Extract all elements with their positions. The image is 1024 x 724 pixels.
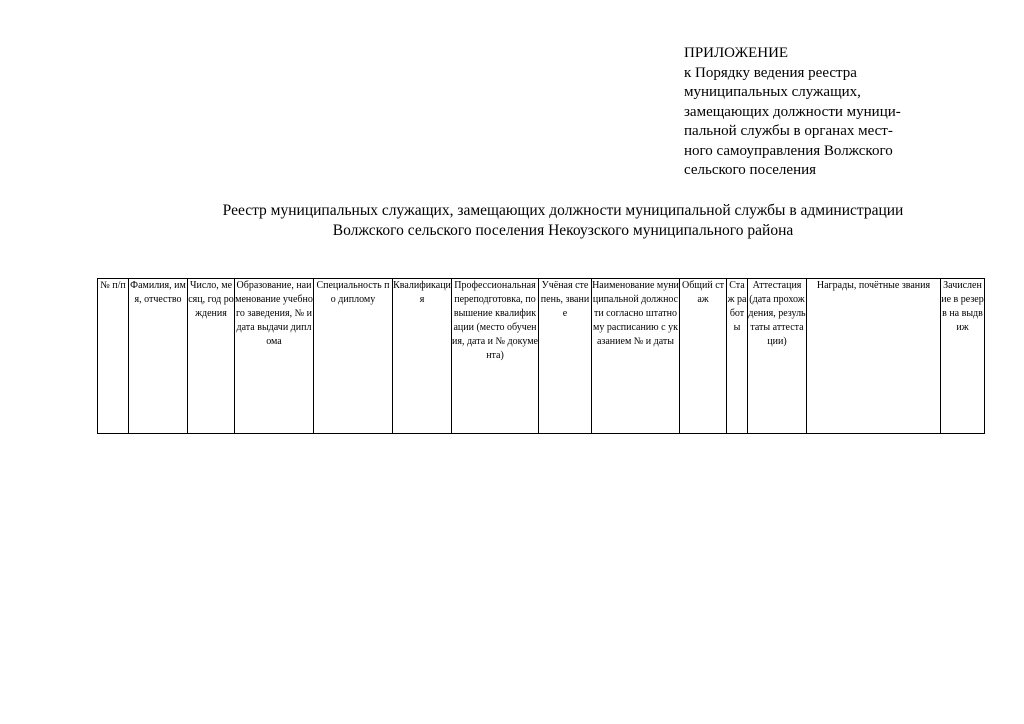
header-cell-retraining: Профессиональная переподготовка, повышение квалификации (место обучения, дата и № документа)	[452, 279, 539, 434]
appendix-line: ного самоуправления Волжского	[684, 142, 893, 159]
header-cell-full-name: Фамилия, имя, отчество	[129, 279, 188, 434]
appendix-line: к Порядку ведения реестра	[684, 64, 857, 81]
header-cell-attestation: Аттестация (дата прохождения, результаты аттестации)	[748, 279, 807, 434]
header-cell-birth-date: Число, месяц, год рождения	[188, 279, 235, 434]
document-title-line-2: Волжского сельского поселения Некоузского муниципального района	[332, 222, 794, 239]
header-cell-qualification: Квалификация	[393, 279, 452, 434]
appendix-line: пальной службы в органах мест-	[684, 123, 893, 139]
appendix-line: сельского поселения	[684, 162, 817, 178]
header-cell-total-experience: Общий стаж	[680, 279, 727, 434]
header-cell-number: № п/п	[98, 279, 129, 434]
header-cell-specialty: Специальность по диплому	[314, 279, 393, 434]
header-cell-education: Образование, наименование учебного заведения, № и дата выдачи диплома	[235, 279, 314, 434]
header-cell-academic-degree: Учёная степень, звание	[539, 279, 592, 434]
header-cell-awards: Награды, почётные звания	[807, 279, 941, 434]
appendix-line: замещающих должности муници-	[684, 103, 901, 120]
document-title	[150, 201, 976, 241]
appendix-line: ПРИЛОЖЕНИЕ	[684, 45, 789, 61]
appendix-note	[684, 44, 984, 181]
header-cell-position: Наименование муниципальной должности согласно штатному расписанию с указанием № и даты	[592, 279, 680, 434]
registry-header-row	[98, 279, 985, 434]
appendix-line: муниципальных служащих,	[684, 84, 861, 100]
header-cell-reserve: Зачисление в резерв на выдвиж	[941, 279, 985, 434]
document-title-line-1: Реестр муниципальных служащих, замещающих должности муниципальной службы в администрации	[222, 202, 904, 219]
registry-table	[97, 278, 985, 434]
header-cell-work-experience: Стаж работы	[727, 279, 748, 434]
